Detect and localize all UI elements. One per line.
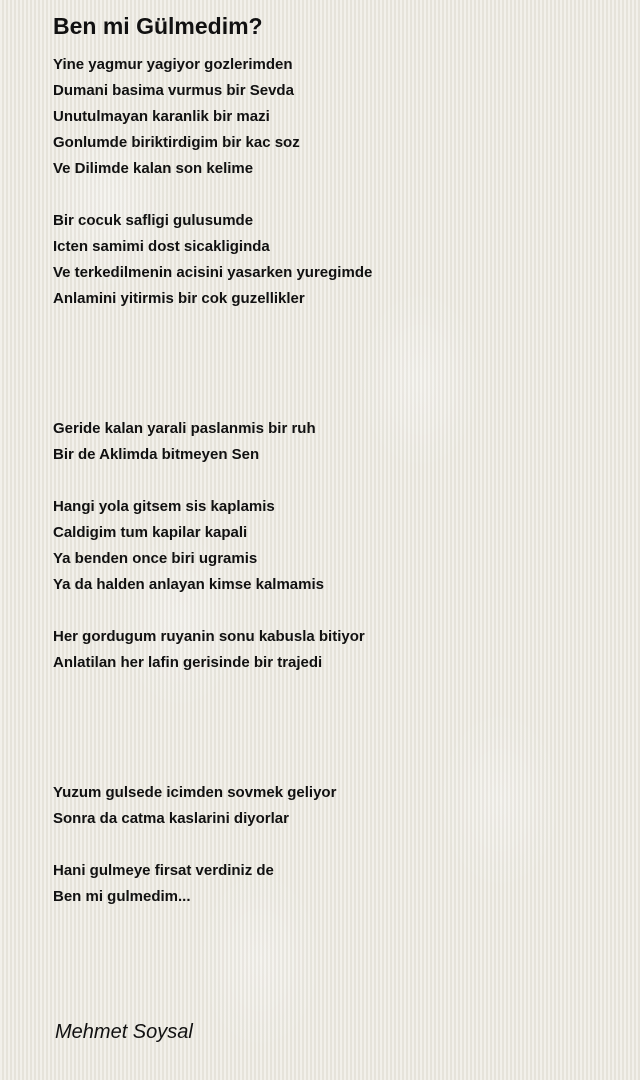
poem-line: Yine yagmur yagiyor gozlerimden xyxy=(53,56,293,73)
poem-line: Geride kalan yarali paslanmis bir ruh xyxy=(53,420,316,437)
poem-line: Anlamini yitirmis bir cok guzellikler xyxy=(53,290,305,307)
poem-line: Caldigim tum kapilar kapali xyxy=(53,524,248,541)
poem-line: Ya benden once biri ugramis xyxy=(53,550,258,567)
poem-author: Mehmet Soysal xyxy=(55,1021,193,1043)
stanza-break xyxy=(53,702,372,728)
poem-line: Anlatilan her lafin gerisinde bir trajedi xyxy=(53,654,323,671)
poem-line: Ve Dilimde kalan son kelime xyxy=(53,160,254,177)
poem-line: Hangi yola gitsem sis kaplamis xyxy=(53,498,275,515)
poem-line: Yuzum gulsede icimden sovmek geliyor xyxy=(53,784,337,801)
poem-line: Dumani basima vurmus bir Sevda xyxy=(53,82,294,99)
poem-line: Ve terkedilmenin acisini yasarken yuregimde xyxy=(53,264,373,281)
stanza-break xyxy=(53,728,372,754)
stanza-break xyxy=(53,468,372,494)
poem-line: Unutulmayan karanlik bir mazi xyxy=(53,108,270,125)
poem-line: Gonlumde biriktirdigim bir kac soz xyxy=(53,134,300,151)
poem-line: Her gordugum ruyanin sonu kabusla bitiyor xyxy=(53,628,365,645)
stanza-break xyxy=(53,754,372,780)
stanza-break xyxy=(53,598,372,624)
poem-line: Sonra da catma kaslarini diyorlar xyxy=(53,810,289,827)
stanza-break xyxy=(53,390,372,416)
poem-line: Hani gulmeye firsat verdiniz de xyxy=(53,862,274,879)
stanza-break xyxy=(53,832,372,858)
poem-line: Ben mi gulmedim... xyxy=(53,888,191,905)
stanza-break xyxy=(53,676,372,702)
poem-body xyxy=(53,52,372,910)
stanza-break xyxy=(53,364,372,390)
stanza-break xyxy=(53,338,372,364)
stanza-break xyxy=(53,182,372,208)
poem-title: Ben mi Gülmedim? xyxy=(53,13,263,39)
poem-line: Ya da halden anlayan kimse kalmamis xyxy=(53,576,324,593)
stanza-break xyxy=(53,312,372,338)
poem-line: Bir cocuk safligi gulusumde xyxy=(53,212,254,229)
poem-line: Bir de Aklimda bitmeyen Sen xyxy=(53,446,260,463)
poem-line: Icten samimi dost sicakliginda xyxy=(53,238,270,255)
